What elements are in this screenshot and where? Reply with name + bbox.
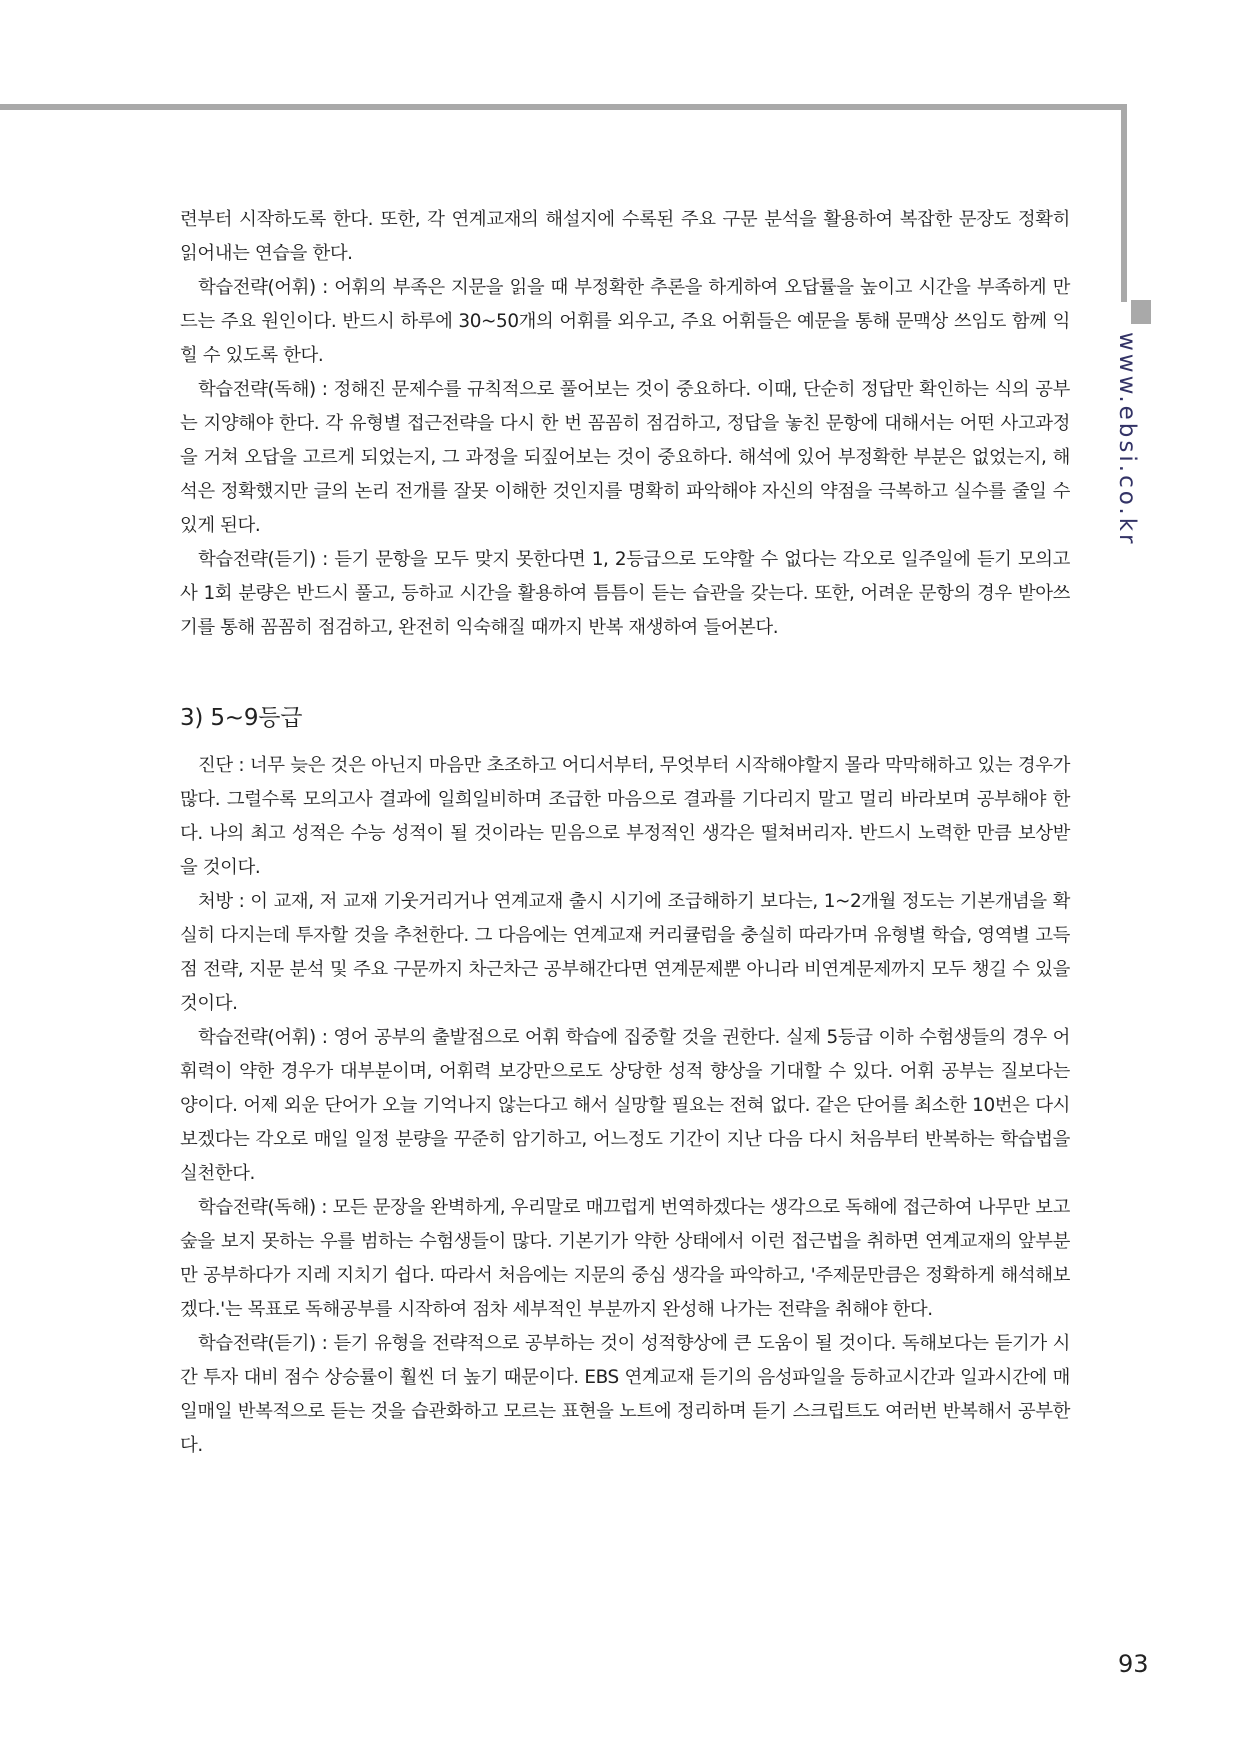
side-url-label: www.ebsi.co.kr bbox=[1114, 332, 1140, 547]
page-content bbox=[180, 203, 1070, 1463]
paragraph-prescription: 처방 : 이 교재, 저 교재 기웃거리거나 연계교재 출시 시기에 조급해하기 보다는, 1~2개월 정도는 기본개념을 확실히 다지는데 투자할 것을 추천한다. 그 다음에는 연계교재 커리큘럼을 충실히 따라가며 유형별 학습, 영역별 고득점 전략, 지문 분석 및 주요 구문까지 차근차근 공부해간다면 연계문제뿐 아니라 비연계문제까지 모두 챙길 수 있을 것이다. bbox=[180, 891, 1070, 1014]
paragraph-vocab-strategy-upper: 학습전략(어휘) : 어휘의 부족은 지문을 읽을 때 부정확한 추론을 하게하여 오답률을 높이고 시간을 부족하게 만드는 주요 원인이다. 반드시 하루에 30~50개의 어휘를 외우고, 주요 어휘들은 예문을 통해 문맥상 쓰임도 함께 익힐 수 있도록 한다. bbox=[180, 277, 1070, 366]
paragraph-reading-strategy: 학습전략(독해) : 모든 문장을 완벽하게, 우리말로 매끄럽게 번역하겠다는 생각으로 독해에 접근하여 나무만 보고 숲을 보지 못하는 우를 범하는 수험생들이 많다. 기본기가 약한 상태에서 이런 접근법을 취하면 연계교재의 앞부분만 공부하다가 지레 지치기 쉽다. 따라서 처음에는 지문의 중심 생각을 파악하고, '주제문만큼은 정확하게 해석해보겠다.'는 목표로 독해공부를 시작하여 점차 세부적인 부분까지 완성해 나가는 전략을 취해야 한다. bbox=[180, 1197, 1070, 1320]
paragraph-vocab-strategy: 학습전략(어휘) : 영어 공부의 출발점으로 어휘 학습에 집중할 것을 권한다. 실제 5등급 이하 수험생들의 경우 어휘력이 약한 경우가 대부분이며, 어휘력 보강만으로도 상당한 성적 향상을 기대할 수 있다. 어휘 공부는 질보다는 양이다. 어제 외운 단어가 오늘 기억나지 않는다고 해서 실망할 필요는 전혀 없다. 같은 단어를 최소한 10번은 다시 보겠다는 각오로 매일 일정 분량을 꾸준히 암기하고, 어느정도 기간이 지난 다음 다시 처음부터 반복하는 학습법을 실천한다. bbox=[180, 1027, 1070, 1184]
page-frame-top-line bbox=[0, 104, 1121, 110]
paragraph-continuation: 련부터 시작하도록 한다. 또한, 각 연계교재의 해설지에 수록된 주요 구문 분석을 활용하여 복잡한 문장도 정확히 읽어내는 연습을 한다. bbox=[180, 209, 1070, 264]
paragraph-listening-strategy: 학습전략(듣기) : 듣기 유형을 전략적으로 공부하는 것이 성적향상에 큰 도움이 될 것이다. 독해보다는 듣기가 시간 투자 대비 점수 상승률이 훨씬 더 높기 때문이다. EBS 연계교재 듣기의 음성파일을 등하교시간과 일과시간에 매일매일 반복적으로 듣는 것을 습관화하고 모르는 표현을 노트에 정리하며 듣기 스크립트도 여러번 반복해서 공부한다. bbox=[180, 1333, 1070, 1456]
paragraph-reading-strategy-upper: 학습전략(독해) : 정해진 문제수를 규칙적으로 풀어보는 것이 중요하다. 이때, 단순히 정답만 확인하는 식의 공부는 지양해야 한다. 각 유형별 접근전략을 다시 한 번 꼼꼼히 점검하고, 정답을 놓친 문항에 대해서는 어떤 사고과정을 거쳐 오답을 고르게 되었는지, 그 과정을 되짚어보는 것이 중요하다. 해석에 있어 부정확한 부분은 없었는지, 해석은 정확했지만 글의 논리 전개를 잘못 이해한 것인지를 명확히 파악해야 자신의 약점을 극복하고 실수를 줄일 수 있게 된다. bbox=[180, 379, 1070, 536]
page-frame-right-line bbox=[1121, 104, 1127, 302]
paragraph-diagnosis: 진단 : 너무 늦은 것은 아닌지 마음만 초조하고 어디서부터, 무엇부터 시작해야할지 몰라 막막해하고 있는 경우가 많다. 그럴수록 모의고사 결과에 일희일비하며 조급한 마음으로 결과를 기다리지 말고 멀리 바라보며 공부해야 한다. 나의 최고 성적은 수능 성적이 될 것이라는 믿음으로 부정적인 생각은 떨쳐버리자. 반드시 노력한 만큼 보상받을 것이다. bbox=[180, 755, 1070, 878]
section-title: 3) 5~9등급 bbox=[180, 705, 303, 731]
paragraph-listening-strategy-upper: 학습전략(듣기) : 듣기 문항을 모두 맞지 못한다면 1, 2등급으로 도약할 수 없다는 각오로 일주일에 듣기 모의고사 1회 분량은 반드시 풀고, 등하교 시간을 활용하여 틈틈이 듣는 습관을 갖는다. 또한, 어려운 문항의 경우 받아쓰기를 통해 꼼꼼히 점검하고, 완전히 익숙해질 때까지 반복 재생하여 들어본다. bbox=[180, 549, 1070, 638]
page-number: 93 bbox=[1118, 1650, 1149, 1678]
page-frame-tab-marker bbox=[1131, 300, 1151, 324]
